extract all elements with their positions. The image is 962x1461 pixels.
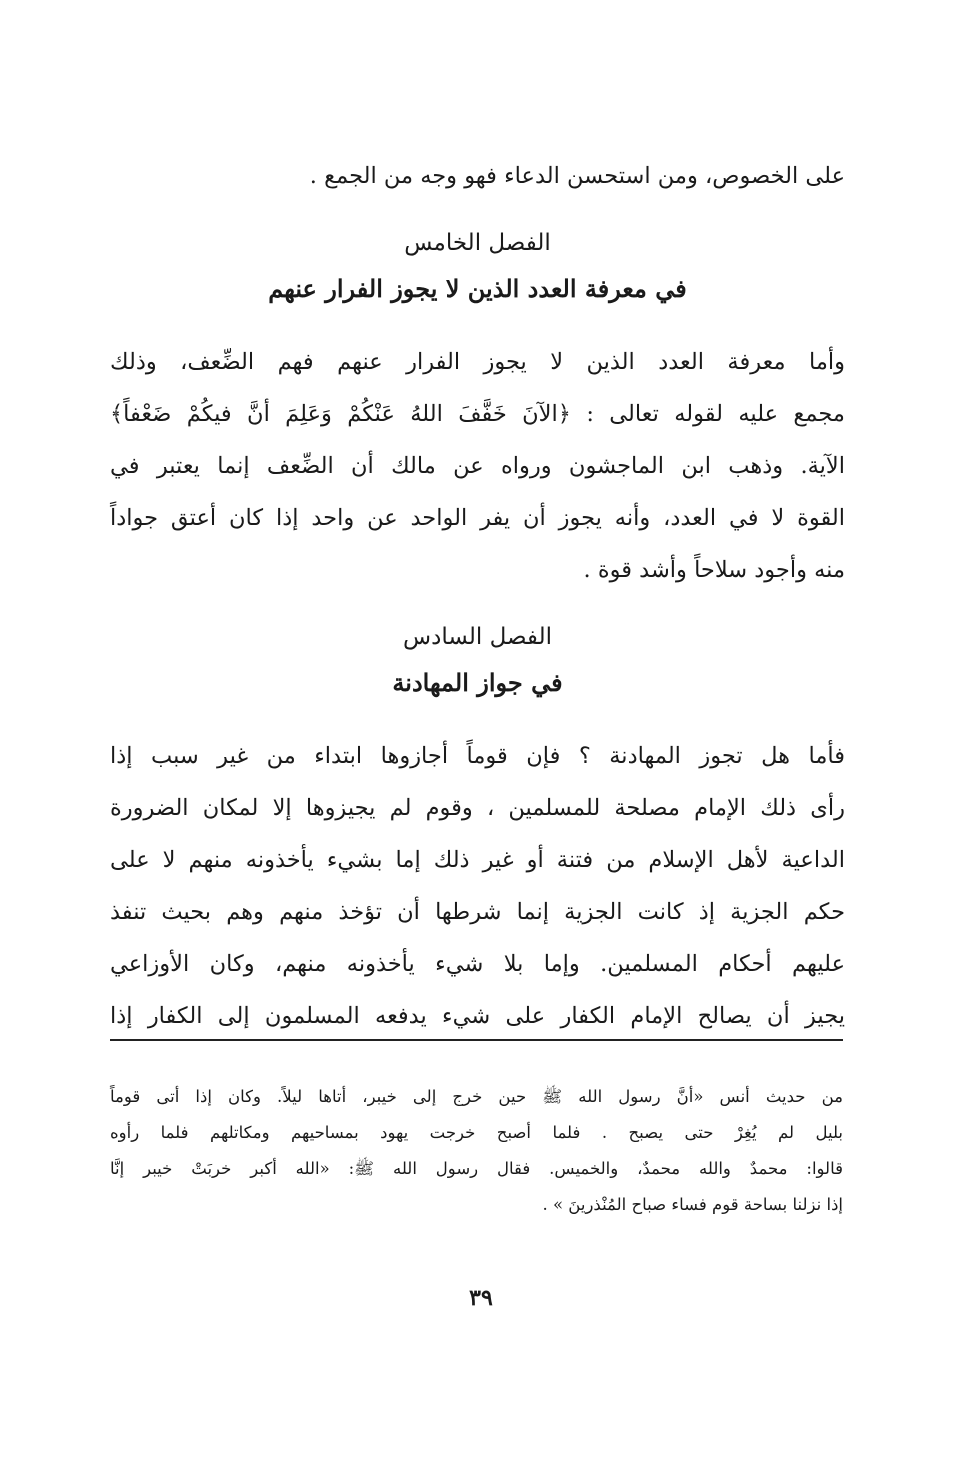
text-line: فأما هل تجوز المهادنة ؟ فإن قوماً أجازوها ابتداء من غير سبب إذا xyxy=(110,743,845,769)
chapter-6-title: في جواز المهادنة xyxy=(392,668,563,697)
chapter-5-heading: الفصل الخامس xyxy=(404,230,551,256)
text-line: رأى ذلك الإمام مصلحة للمسلمين ، وقوم لم يجيزوها إلا لمكان الضرورة xyxy=(110,795,845,821)
chapter-5-title: في معرفة العدد الذين لا يجوز الفرار عنهم xyxy=(268,274,687,303)
footnote-line: إذا نزلنا بساحة قوم فساء صباح المُنْذرينَ » . xyxy=(542,1195,843,1214)
text-line: عليهم أحكام المسلمين. وإما بلا شيء يأخذونه منهم، وكان الأوزاعي xyxy=(110,951,845,977)
text-line: يجيز أن يصالح الإمام الكفار على شيء يدفعه المسلمون إلى الكفار إذا xyxy=(110,1003,845,1029)
text-line: حكم الجزية إذ كانت الجزية إنما شرطها أن تؤخذ منهم وهم بحيث تنفذ xyxy=(110,899,845,925)
text-line: مجمع عليه لقوله تعالى : ﴿الآنَ خَفَّفَ اللهُ عَنْكُمْ وَعَلِمَ أنَّ فيكُمْ ضَعْفاً﴾ xyxy=(110,401,845,427)
footnote-line: قالوا: محمدٌ والله محمدٌ، والخميس. فقال رسول الله ﷺ: «الله أكبر خربَتْ خيبر إنَّا xyxy=(110,1159,843,1178)
footnote xyxy=(110,1079,843,1223)
opening-line: على الخصوص، ومن استحسن الدعاء فهو وجه من الجمع . xyxy=(309,163,845,189)
text-line: وأما معرفة العدد الذين لا يجوز الفرار عنهم فهم الضِّعف، وذلك xyxy=(110,349,845,375)
footnote-line: بليل لم يُغِرْ حتى يصبح . فلما أصبح خرجت يهود بمساحيهم ومكاتلهم فلما رأوه xyxy=(110,1123,843,1142)
chapter-5-paragraph xyxy=(110,336,845,596)
text-line: منه وأجود سلاحاً وأشد قوة . xyxy=(583,557,845,583)
main-text xyxy=(110,150,845,1042)
chapter-6-heading: الفصل السادس xyxy=(403,624,552,650)
text-line: القوة لا في العدد، وأنه يجوز أن يفر الواحد عن واحد إذا كان أعتق جواداً xyxy=(110,505,845,531)
chapter-6-paragraph xyxy=(110,730,845,1042)
footnote-line: من حديث أنس «أنَّ رسول الله ﷺ حين خرج إلى خيبر، أتاها ليلاً. وكان إذا أتى قوماً xyxy=(110,1087,843,1106)
page-number: ٣٩ xyxy=(469,1285,493,1311)
text-line: الداعية لأهل الإسلام من فتنة أو غير ذلك إما بشيء يأخذونه منهم لا على xyxy=(110,847,845,873)
footnote-divider xyxy=(110,1039,843,1041)
text-line: الآية. وذهب ابن الماجشون ورواه عن مالك أن الضِّعف إنما يعتبر في xyxy=(110,453,845,479)
